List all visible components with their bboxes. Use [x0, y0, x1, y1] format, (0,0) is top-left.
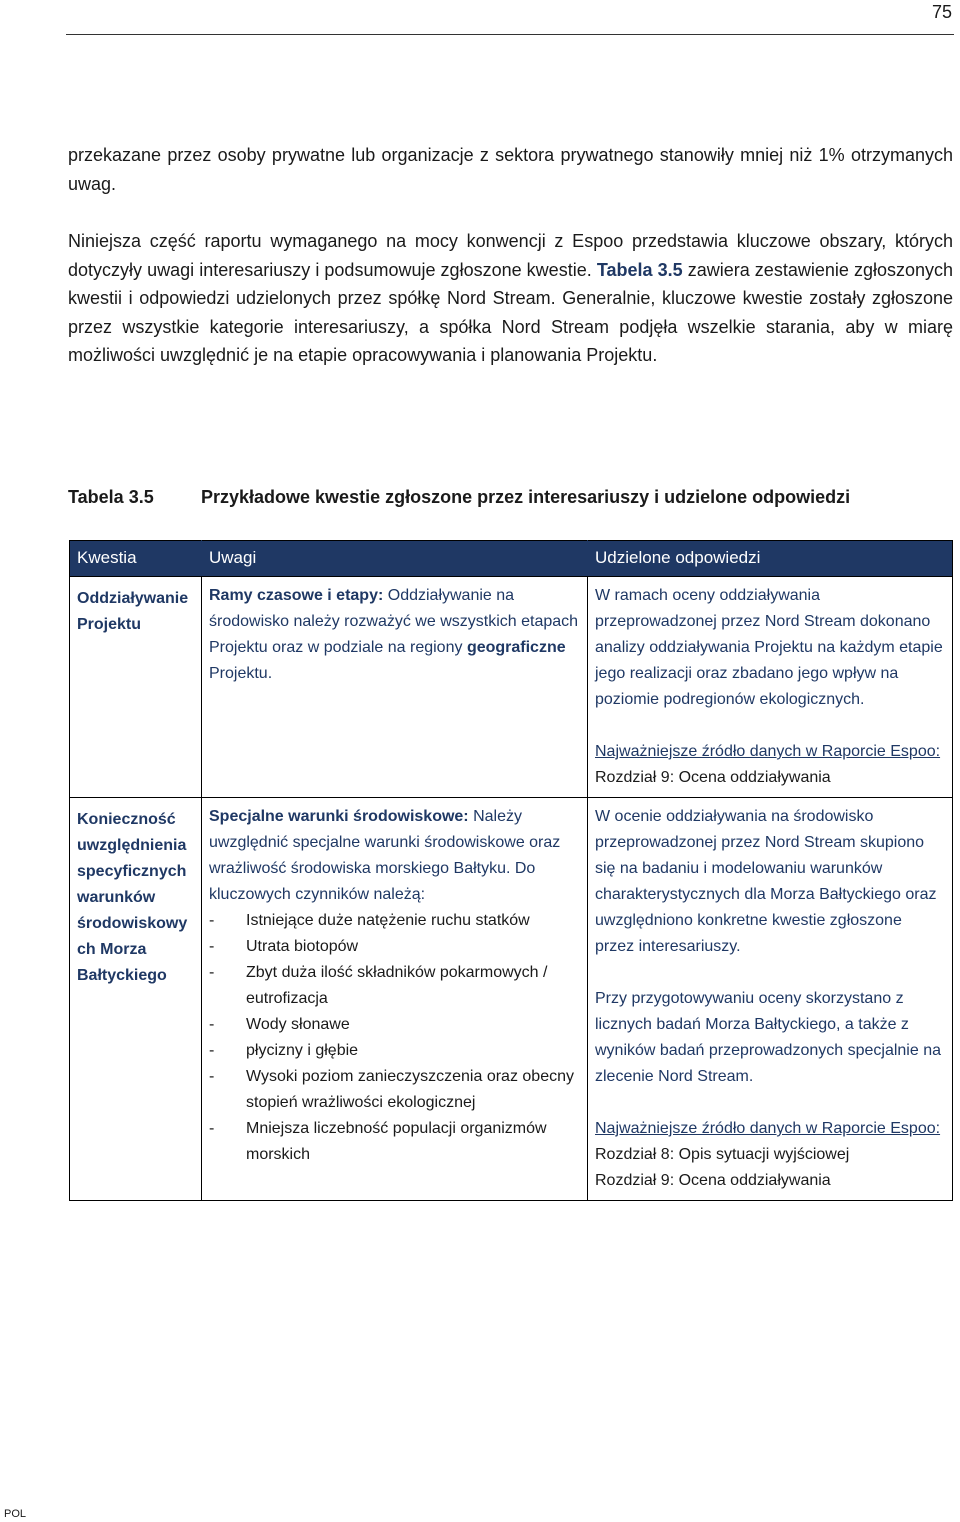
table-row	[70, 798, 953, 1201]
comment-cell	[202, 577, 588, 798]
header-responses: Udzielone odpowiedzi	[588, 541, 953, 577]
paragraph-summary	[68, 227, 953, 370]
issue-cell: Oddziaływanie Projektu	[70, 577, 202, 798]
source-line: Rozdział 9: Ocena oddziaływania	[595, 1172, 831, 1189]
paragraph-summary-end: zawiera zestawienie zgłoszonych kwestii i odpowiedzi udzielonych przez spółkę Nord Stream. Generalnie, kluczowe kwestie zostały zgłoszone przez wszystkie kategorie interesariuszy, a spółka Nord Stream podjęła wszelkie starania, aby w miarę możliwości uwzględnić je na etapie opracowywania i planowania Projektu.	[68, 259, 953, 365]
page-number: 75	[931, 2, 952, 22]
list-item: - Wysoki poziom zanieczyszczenia oraz obecny stopień wrażliwości ekologicznej	[209, 1064, 580, 1116]
table-header-row	[70, 541, 953, 577]
list-item: - Mniejsza liczebność populacji organizmów morskich	[209, 1116, 580, 1168]
issue-cell: Konieczność uwzględnienia specyficznych warunków środowiskowy ch Morza Bałtyckiego	[70, 798, 202, 1201]
table-caption	[68, 487, 850, 508]
list-item: - Zbyt duża ilość składników pokarmowych / eutrofizacja	[209, 960, 580, 1012]
paragraph-intro-end: przekazane przez osoby prywatne lub organizacje z sektora prywatnego stanowiły mniej niż 1% otrzymanych uwag.	[68, 145, 953, 194]
list-item: - Wody słonawe	[209, 1012, 580, 1038]
comment-bold-word: geograficzne	[466, 639, 566, 656]
list-item: - Utrata biotopów	[209, 934, 580, 960]
header-divider	[66, 34, 954, 35]
header-issue: Kwestia	[70, 541, 202, 577]
list-item: - Istniejące duże natężenie ruchu statków	[209, 908, 580, 934]
paragraph-summary-start: Niniejsza część raportu wymaganego na mocy konwencji z Espoo przedstawia kluczowe obszary, których dotyczyły uwagi interesariuszy i podsumowuje zgłoszone kwestie.	[68, 231, 953, 280]
source-line: Rozdział 9: Ocena oddziaływania	[595, 769, 831, 786]
list-item: - płycizny i głębie	[209, 1038, 580, 1064]
response-cell	[588, 798, 953, 1201]
factor-list	[209, 908, 580, 1168]
source-line: Rozdział 8: Opis sytuacji wyjściowej	[595, 1146, 850, 1163]
source-title: Najważniejsze źródło danych w Raporcie Espoo:	[595, 743, 941, 760]
response-text: W ramach oceny oddziaływania przeprowadzonej przez Nord Stream dokonano analizy oddziaływania Projektu na każdym etapie jego realizacji oraz zbadano jego wpływ na poziomie podregionów ekologicznych.	[595, 587, 943, 708]
response-text: W ocenie oddziaływania na środowisko przeprowadzonej przez Nord Stream skupiono się na badaniu i modelowaniu warunków charakterystycznych dla Morza Bałtyckiego oraz uwzględniono konkretne kwestie zgłoszone przez interesariuszy.	[595, 808, 937, 955]
response-text: Przy przygotowywaniu oceny skorzystano z licznych badań Morza Bałtyckiego, a także z wyników badań przeprowadzonych specjalnie na zlecenie Nord Stream.	[595, 990, 941, 1085]
comment-lead: Specjalne warunki środowiskowe:	[209, 808, 469, 825]
table-row	[70, 577, 953, 798]
table-reference-link[interactable]: Tabela 3.5	[596, 259, 683, 280]
table-caption-title: Przykładowe kwestie zgłoszone przez interesariuszy i udzielone odpowiedzi	[201, 487, 851, 507]
language-label: POL	[4, 1508, 27, 1520]
comment-tail: Projektu.	[209, 665, 273, 682]
source-title: Najważniejsze źródło danych w Raporcie Espoo:	[595, 1120, 941, 1137]
table-caption-number: Tabela 3.5	[68, 487, 154, 507]
response-cell	[588, 577, 953, 798]
comment-text: Oddziaływanie na środowisko należy rozważyć we wszystkich etapach Projektu oraz w podziale na regiony	[209, 587, 579, 656]
comment-lead: Ramy czasowe i etapy:	[209, 587, 384, 604]
comment-cell	[202, 798, 588, 1201]
issues-table	[69, 540, 953, 1201]
comment-text: Należy uwzględnić specjalne warunki środowiskowe oraz wrażliwość środowiska morskiego Bałtyku. Do kluczowych czynników należą:	[209, 808, 561, 903]
header-comments: Uwagi	[202, 541, 588, 577]
